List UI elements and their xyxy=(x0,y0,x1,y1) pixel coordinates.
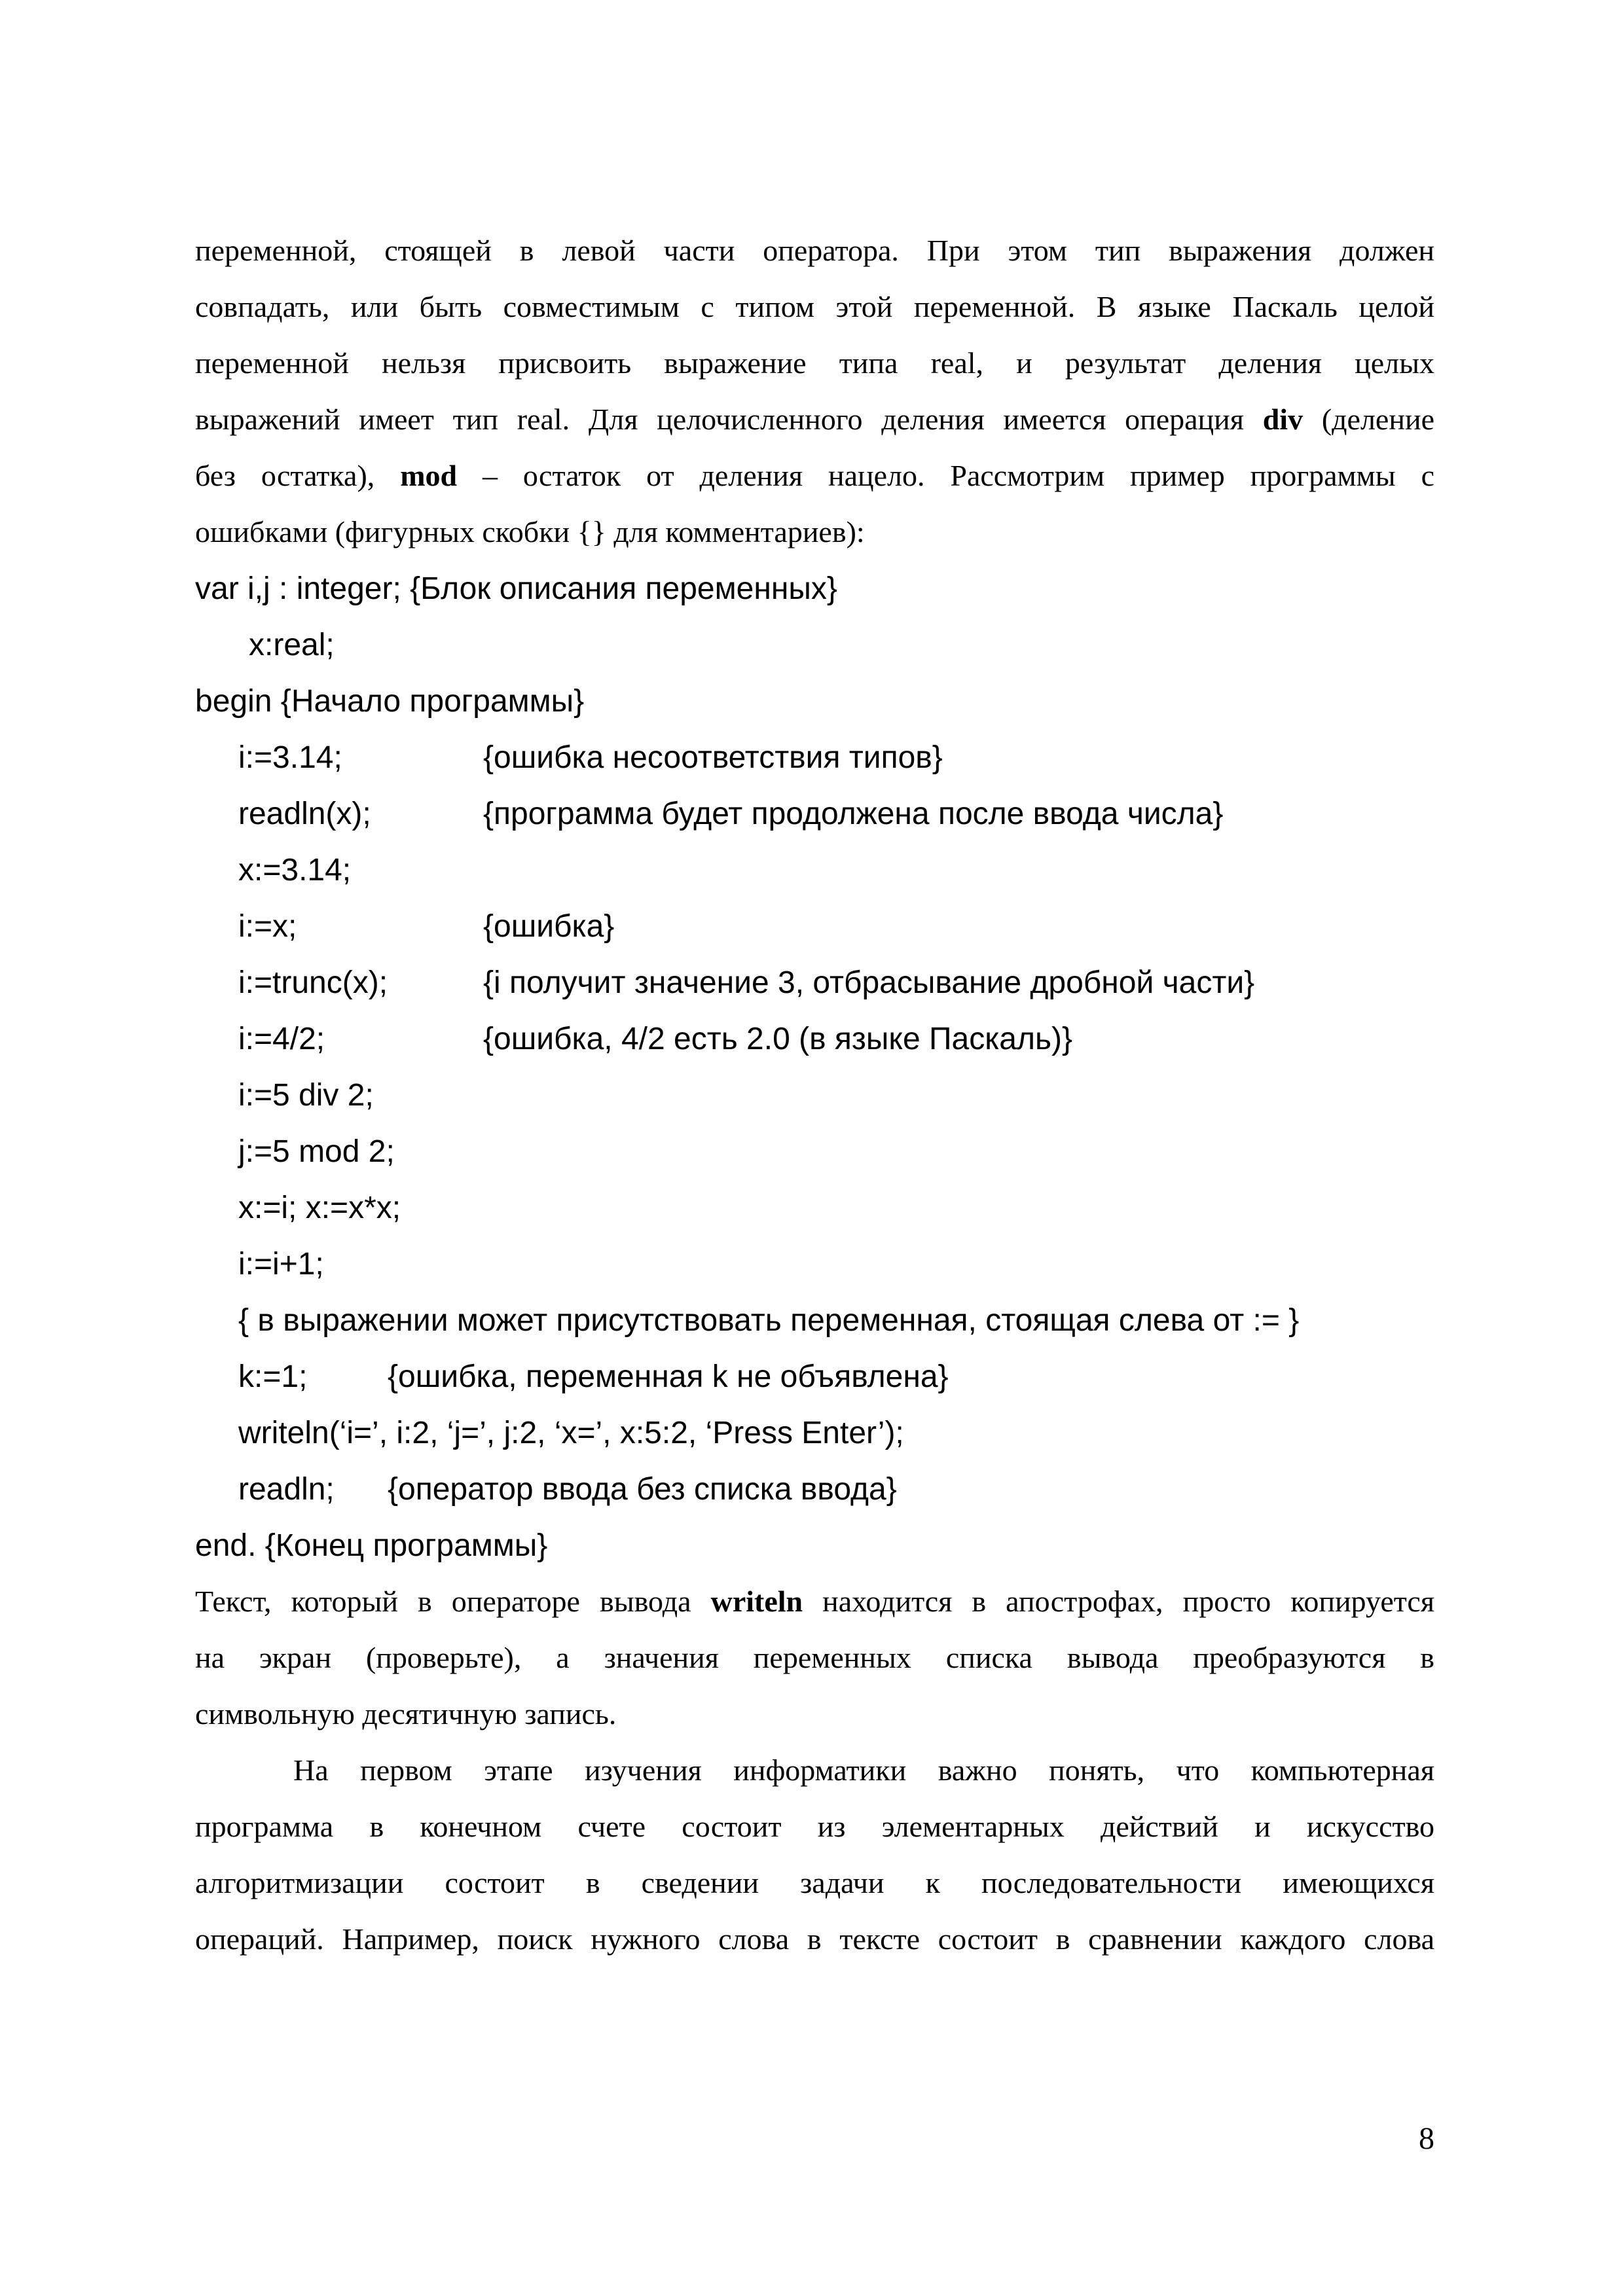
code-row-statement: i:=x; xyxy=(238,909,297,944)
code-begin-line: begin {Начало программы} xyxy=(195,684,585,719)
intro-line-6 xyxy=(195,514,865,549)
code-note-line: { в выражении может присутствовать переменная, стоящая слева от := } xyxy=(238,1303,1300,1338)
after-line-2 xyxy=(195,1640,1434,1675)
code-k-stmt: k:=1; xyxy=(238,1359,308,1394)
after-line-1-text-c: находится в апострофах, просто копируется xyxy=(803,1585,1435,1618)
after-line-3-text: символьную десятичную запись. xyxy=(195,1697,617,1731)
intro-line-5 xyxy=(195,458,1434,493)
intro-line-4 xyxy=(195,402,1434,437)
intro-line-5-text-c: – остаток от деления нацело. Рассмотрим пример программы с xyxy=(457,459,1434,492)
code-row-comment: {программа будет продолжена после ввода числа} xyxy=(483,797,1224,831)
intro-line-5-text-a: без остатка), xyxy=(195,459,401,492)
page-number: 8 xyxy=(1419,2121,1434,2156)
code-row-statement: i:=4/2; xyxy=(238,1022,325,1056)
final-line-3-text: алгоритмизации состоит в сведении задачи к последовательности имеющихся xyxy=(195,1866,1434,1899)
keyword-writeln: writeln xyxy=(710,1585,803,1618)
code-row-statement: i:=5 div 2; xyxy=(238,1078,374,1113)
intro-line-6-text: ошибками (фигурных скобки {} для комментариев): xyxy=(195,515,865,548)
intro-line-3 xyxy=(195,346,1434,380)
final-line-1 xyxy=(293,1753,1434,1787)
after-line-1-text-a: Текст, который в операторе вывода xyxy=(195,1585,711,1618)
code-row-comment: {i получит значение 3, отбрасывание дробной части} xyxy=(483,965,1255,1000)
code-end-line: end. {Конец программы} xyxy=(195,1528,548,1563)
code-row-statement: i:=trunc(x); xyxy=(238,965,388,1000)
code-readln-stmt: readln; xyxy=(238,1472,335,1507)
after-line-2-text: на экран (проверьте), а значения переменных списка вывода преобразуются в xyxy=(195,1641,1434,1674)
keyword-div: div xyxy=(1262,403,1304,436)
code-row-statement: j:=5 mod 2; xyxy=(238,1134,395,1169)
final-line-2 xyxy=(195,1809,1434,1844)
code-row-statement: i:=i+1; xyxy=(238,1247,324,1282)
code-row-comment: {ошибка несоответствия типов} xyxy=(483,740,943,775)
intro-line-4-text-c: (деление xyxy=(1303,403,1434,436)
code-row-statement: x:=3.14; xyxy=(238,853,352,888)
code-writeln-line: writeln(‘i=’, i:2, ‘j=’, j:2, ‘x=’, x:5:2, ‘Press Enter’); xyxy=(238,1416,904,1450)
intro-line-2-text: совпадать, или быть совместимым с типом этой переменной. В языке Паскаль целой xyxy=(195,290,1434,323)
final-line-2-text: программа в конечном счете состоит из элементарных действий и искусство xyxy=(195,1810,1434,1843)
code-xreal-line: x:real; xyxy=(249,628,335,662)
code-k-comment: {ошибка, переменная k не объявлена} xyxy=(388,1359,949,1394)
code-row-statement: readln(x); xyxy=(238,797,371,831)
after-line-1 xyxy=(195,1584,1434,1619)
code-readln-comment: {оператор ввода без списка ввода} xyxy=(388,1472,897,1507)
code-row-statement: x:=i; x:=x*x; xyxy=(238,1191,401,1225)
final-line-1-text: На первом этапе изучения информатики важно понять, что компьютерная xyxy=(293,1753,1434,1787)
intro-line-2 xyxy=(195,289,1434,324)
intro-line-1-text: переменной, стоящей в левой части оператора. При этом тип выражения должен xyxy=(195,234,1434,267)
keyword-mod: mod xyxy=(400,459,458,492)
code-var-line: var i,j : integer; {Блок описания переменных} xyxy=(195,571,837,606)
intro-line-3-text: переменной нельзя присвоить выражение типа real, и результат деления целых xyxy=(195,346,1434,380)
code-row-comment: {ошибка} xyxy=(483,909,615,944)
after-line-3 xyxy=(195,1696,616,1731)
final-line-4-text: операций. Например, поиск нужного слова в тексте состоит в сравнении каждого слова xyxy=(195,1922,1434,1956)
code-row-statement: i:=3.14; xyxy=(238,740,342,775)
final-line-4 xyxy=(195,1922,1434,1956)
code-row-comment: {ошибка, 4/2 есть 2.0 (в языке Паскаль)} xyxy=(483,1022,1072,1056)
final-line-3 xyxy=(195,1865,1434,1900)
intro-line-4-text-a: выражений имеет тип real. Для целочисленного деления имеется операция xyxy=(195,403,1263,436)
intro-line-1 xyxy=(195,233,1434,268)
